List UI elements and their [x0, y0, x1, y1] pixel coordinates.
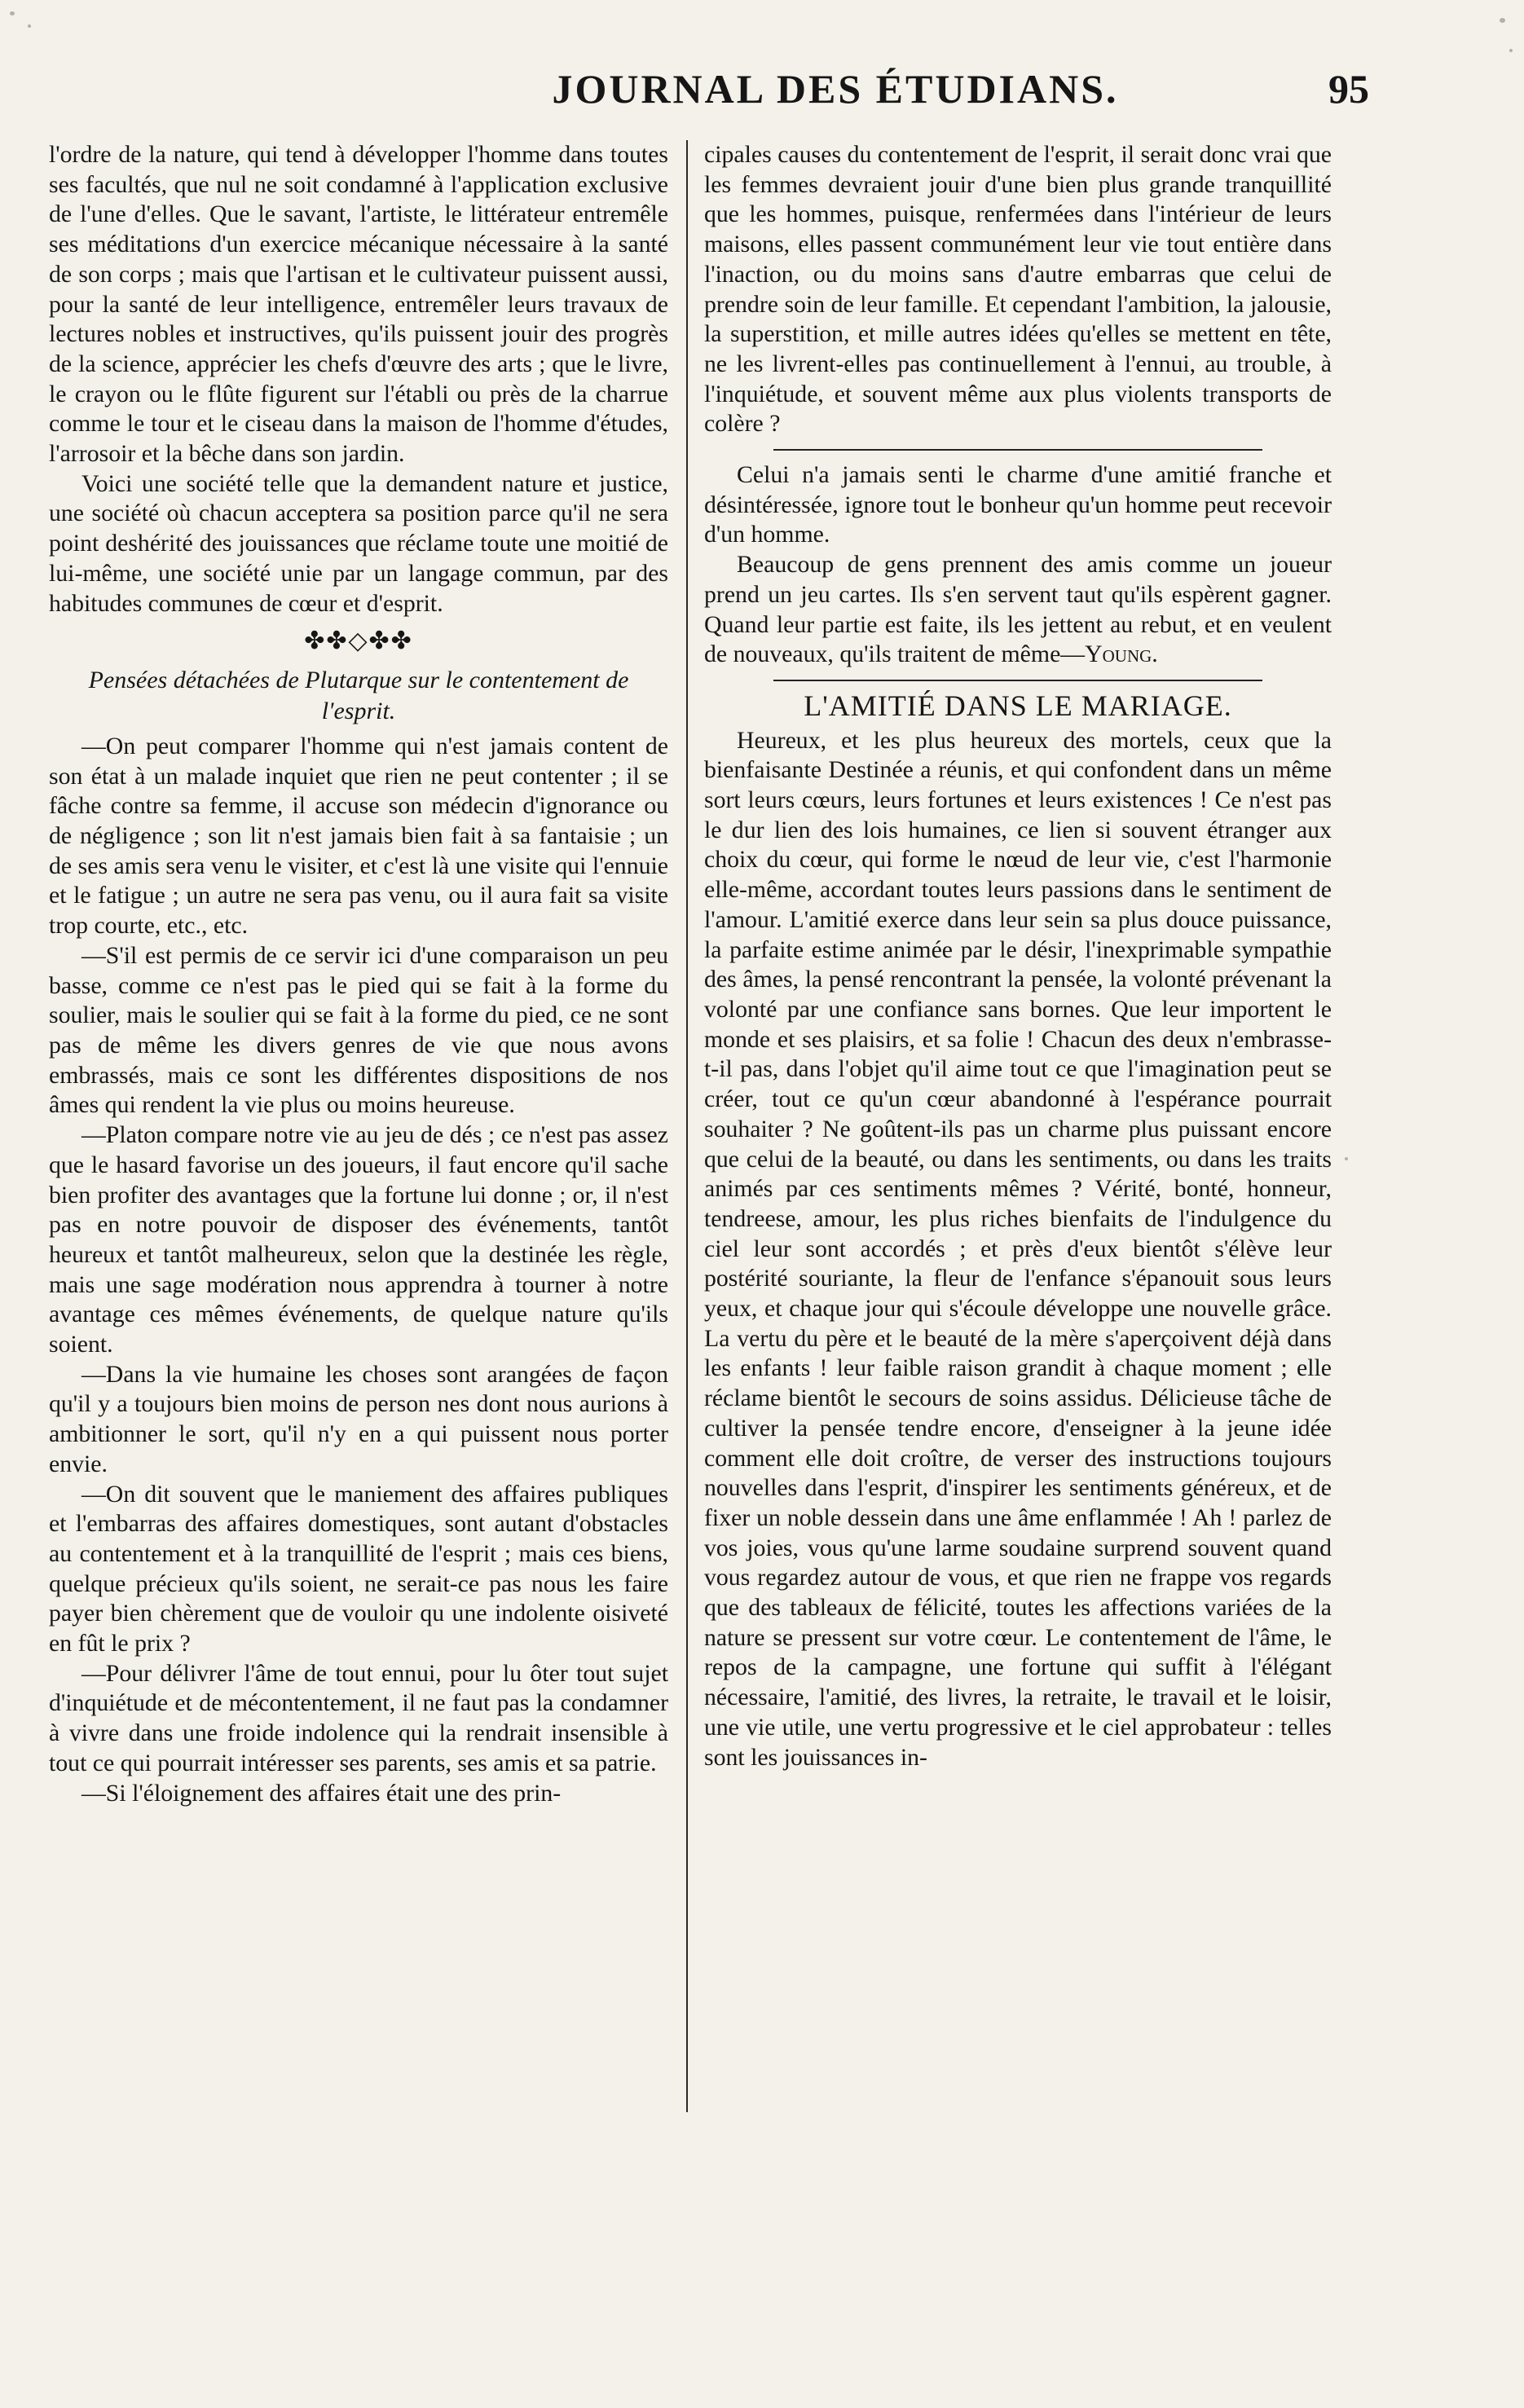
print-speck: [1500, 18, 1505, 23]
marriage-paragraph: Heureux, et les plus heureux des mortels, ceux que la bienfaisante Destinée a réunis, et qui confondent dans un même sort leurs cœurs, leurs fortunes et leurs existences ! Ce n'est pas le dur lien des lois humaines, ce lien si souvent étranger aux choix du cœur, qui forme le nœud de leur vie, c'est l'harmonie elle-même, accordant toutes leurs passions dans le sentiment de l'amour. L'amitié exerce dans leur sein sa plus douce puissance, la parfaite estime animée par le désir, l'inexprimable sympathie des âmes, la pensé rencontrant la pensée, la volonté prévenant la volonté par une confiance sans bornes. Que leur importent le monde et ses plaisirs, et sa folie ! Chacun des deux n'embrasse-t-il pas, dans l'objet qu'il aime tout ce que l'imagination peut se créer, tout ce qu'un cœur abandonné à l'espérance pourrait souhaiter ? Ne goûtent-ils pas un charme plus puissant encore que celui de la beauté, ou dans les sentiments, ou dans les traits animés par ces sentiments mêmes ? Vérité, bonté, honneur, tendreese, amour, les plus riches bienfaits de l'indulgence du ciel leur sont accordés ; et près d'eux bientôt s'élève leur postérité souriante, la fleur de l'enfance s'épanouit sous leurs yeux, et chaque jour qui s'écoule développe une nouvelle grâce. La vertu du père et le beauté de la mère s'aperçoivent déjà dans les enfants ! leur faible raison grandit à chaque moment ; elle réclame bientôt le secours de soins assidus. Délicieuse tâche de cultiver la pensée tendre encore, d'enseigner à la jeune idée comment elle doit croître, de verser des instructions toujours nouvelles dans l'esprit, d'inspirer les sentiments généreux, et de fixer un noble dessein dans une âme enflammée ! Ah ! parlez de vos joies, vous qu'une larme soudaine surprend souvent quand vous regardez autour de vous, et que rien ne frappe vos regards que des tableaux de félicité, toutes les affections variées de la nature se pressent sur votre cœur. Le contentement de l'âme, le repos de la campagne, une fortune qui suffit à l'élégant nécessaire, l'amitié, des livres, la retraite, le travail et le loisir, une vie utile, une vertu progressive et le ciel approbateur : telles sont les jouissances in-: [704, 726, 1332, 1771]
essay-paragraph-6: —Pour délivrer l'âme de tout ennui, pour lu ôter tout sujet d'inquiétude et de mécontentement, il ne faut pas la condamner à vivre dans une froide indolence qui la rendrait insensible à tout ce qui pourrait intéresser ses parents, ses amis et sa patrie.: [49, 1659, 668, 1776]
intro-paragraph-2: Voici une société telle que la demandent nature et justice, une société où chacun acceptera sa position parce qu'il ne sera point deshérité des jouissances que réclame toute une moitié de lui-même, une société unie par un langage commun, par des habitudes communes de cœur et d'esprit.: [49, 469, 668, 617]
section-title: L'AMITIÉ DANS LE MARIAGE.: [804, 689, 1232, 722]
essay-title: Pensées détachées de Plutarque sur le contentement de l'esprit.: [88, 666, 629, 724]
intro-paragraph-1: l'ordre de la nature, qui tend à développer l'homme dans toutes ses facultés, que nul ne soit condamné à l'application exclusive de l'une d'elles. Que le savant, l'artiste, le littérateur entremêle ses méditations d'un exercice mécanique nécessaire à la santé de son corps ; mais que l'artisan et le cultivateur puissent aussi, pour la santé de leur intelligence, entremêler leurs travaux de lectures nobles et instructives, qu'ils puissent jouir des progrès de la science, apprécier les chefs d'œuvre des arts ; que le livre, le crayon ou le flûte figurent sur l'établi ou près de la charrue comme le tour et le ciseau dans la maison de l'homme d'études, l'arrosoir et la bêche dans son jardin.: [49, 141, 668, 468]
print-speck: [1345, 1157, 1348, 1160]
page-number: 95: [1328, 66, 1369, 112]
section-ornament: ✤✤◇✤✤: [304, 627, 413, 655]
essay-paragraph-7: —Si l'éloignement des affaires était une des prin-: [81, 1779, 562, 1807]
print-speck: [28, 24, 31, 28]
right-column: [704, 140, 1332, 1772]
essay-paragraph-4: —Dans la vie humaine les choses sont arangées de façon qu'il y a toujours bien moins de person nes dont nous aurions à ambitionner le sort, qu'il n'y en a qui puissent nous porter envie.: [49, 1360, 668, 1477]
left-column: [49, 140, 668, 1808]
friendship-paragraph-2-text: Beaucoup de gens prennent des amis comme un joueur prend un jeu cartes. Ils s'en servent taut qu'ils espèrent gagner. Quand leur partie est faite, ils les jettent au rebut, et en veulent de nouveaux, qu'ils traitent de même—: [704, 551, 1332, 668]
print-speck: [1509, 49, 1513, 52]
separator-rule-2: [773, 680, 1263, 681]
essay-paragraph-2: —S'il est permis de ce servir ici d'une comparaison un peu basse, comme ce n'est pas le pied qui se fait à la forme du soulier, mais le soulier qui se fait à la forme du pied, ce ne sont pas de même les divers genres de vie que nous avons embrassés, mais ce sont les différentes dispositions de nos âmes qui rendent la vie plus ou moins heureuse.: [49, 941, 668, 1119]
friendship-paragraph-2: [704, 550, 1332, 670]
continued-paragraph: cipales causes du contentement de l'esprit, il serait donc vrai que les femmes devraient jouir d'une bien plus grande tranquillité que les hommes, puisque, renfermées dans l'intérieur de leurs maisons, elles passent communément leur vie tout entière dans l'inaction, ou du moins sans d'autre embarras que celui de prendre soin de leur famille. Et cependant l'ambition, la jalousie, la superstition, et mille autres idées qu'elles se mettent en tête, ne les livrent-elles pas continuellement à l'ennui, au trouble, à l'inquiétude, et souvent même aux plus violents transports de colère ?: [704, 141, 1332, 438]
column-divider: [686, 140, 688, 2112]
essay-paragraph-1: —On peut comparer l'homme qui n'est jamais content de son état à un malade inquiet que rien ne peut contenter ; il se fâche contre sa femme, il accuse son médecin d'ignorance ou de négligence ; son lit n'est jamais bien fait à sa fantaisie ; un de ses amis sera venu le visiter, et c'est là une visite qui l'ennuie et le fatigue ; un autre ne sera pas venu, ou il aura fait sa visite trop courte, etc., etc.: [49, 732, 668, 940]
separator-rule-1: [773, 449, 1263, 451]
friendship-paragraph-1: Celui n'a jamais senti le charme d'une amitié franche et désintéressée, ignore tout le bonheur qu'un homme peut recevoir d'un homme.: [704, 461, 1332, 548]
author-attribution: Young.: [1085, 641, 1158, 668]
essay-paragraph-5: —On dit souvent que le maniement des affaires publiques et l'embarras des affaires domestiques, sont autant d'obstacles au contentement et à la tranquillité de l'esprit ; mais ces biens, quelque précieux qu'ils soient, ne serait-ce pas nous les faire payer bien chèrement que de vouloir qu une indolente oisiveté en fût le prix ?: [49, 1480, 668, 1657]
print-speck: [10, 11, 15, 15]
essay-paragraph-3: —Platon compare notre vie au jeu de dés ; ce n'est pas assez que le hasard favorise un des joueurs, il faut encore qu'il sache bien profiter des avantages que la fortune lui donne ; or, il n'est pas en notre pouvoir de disposer des événements, tantôt heureux et tantôt malheureux, selon que la destinée les règle, mais une sage modération nous apprendra à tourner à notre avantage ces mêmes événements, de quelque nature qu'ils soient.: [49, 1121, 668, 1358]
running-head-title: JOURNAL DES ÉTUDIANS.: [552, 66, 1119, 112]
